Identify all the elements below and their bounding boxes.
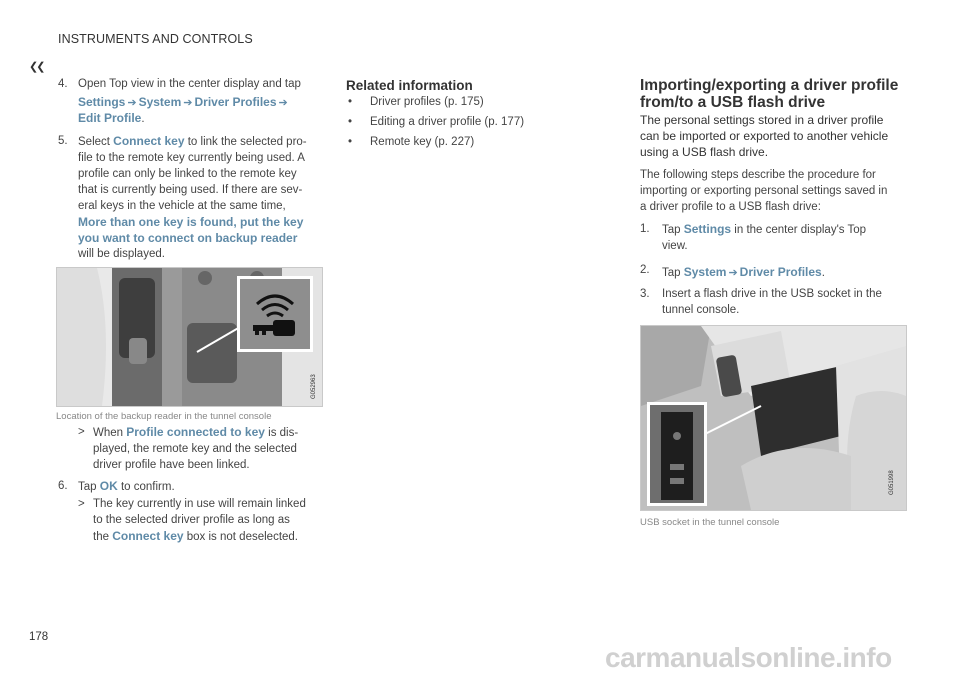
settings-label: Settings <box>683 222 732 236</box>
settings-path <box>78 94 328 111</box>
usb-console-illustration <box>641 326 906 510</box>
usb-socket-image <box>640 325 907 511</box>
path-settings: Settings <box>78 95 126 109</box>
step-number: 4. <box>58 78 68 90</box>
settings-path-end: Edit Profile. <box>78 111 145 125</box>
arrow-right-icon: ➔ <box>127 97 137 109</box>
result-1-text: When Profile connected to key is dis- played, the remote key and the selected driver profile have been linked. <box>93 425 299 471</box>
result-2-text: The key currently in use will remain linked to the selected driver profile as long as the Connect key box is not deselected. <box>93 498 306 543</box>
profile-connected-label: Profile connected to key <box>126 425 265 439</box>
usb-port-icon <box>670 478 684 484</box>
path-driver-profiles: Driver Profiles <box>194 95 277 109</box>
watermark: carmanualsonline.info <box>605 642 892 673</box>
path-system: System <box>683 265 727 279</box>
image-caption: Location of the backup reader in the tunnel console <box>56 411 272 422</box>
step-text: Open Top view in the center display and tap <box>78 78 301 90</box>
related-link-remote-key[interactable]: Remote key (p. 227) <box>370 136 475 148</box>
step-2-text: Tap System ➔ Driver Profiles. <box>662 265 825 279</box>
arrow-right-icon: ➔ <box>278 97 288 109</box>
result-marker: > <box>78 426 85 438</box>
image-code: G052963 <box>311 374 317 399</box>
step-4 <box>58 76 68 92</box>
section-title: INSTRUMENTS AND CONTROLS <box>58 32 253 46</box>
related-link-driver-profiles[interactable]: Driver profiles (p. 175) <box>370 96 484 108</box>
step-6-text: Tap OK to confirm. <box>78 479 175 493</box>
step-1-number: 1. <box>640 223 650 235</box>
step-3-text: Insert a flash drive in the USB socket in the tunnel console. <box>662 288 882 316</box>
step-4-text <box>78 76 328 92</box>
aux-port-icon <box>673 432 681 440</box>
related-link-editing-profile[interactable]: Editing a driver profile (p. 177) <box>370 116 525 128</box>
description-text: The following steps describe the procedure for importing or exporting personal settings saved in a driver profile to a USB flash drive: <box>640 169 888 213</box>
path-edit-profile: Edit Profile <box>78 111 142 125</box>
connect-key-label: Connect key <box>112 529 184 543</box>
arrow-right-icon: ➔ <box>728 267 738 279</box>
double-chevron-left-icon[interactable]: ❮❮ <box>29 61 44 73</box>
ok-label: OK <box>99 479 118 493</box>
step-6-number: 6. <box>58 480 68 492</box>
path-driver-profiles: Driver Profiles <box>739 265 822 279</box>
arrow-right-icon: ➔ <box>183 97 193 109</box>
related-information-heading: Related information <box>346 78 473 93</box>
step-2-number: 2. <box>640 264 650 276</box>
step-1-text: Tap Settings in the center display's Top view. <box>662 222 867 252</box>
import-export-heading: Importing/exporting a driver profile from/to a USB flash drive <box>640 77 899 111</box>
step-3-number: 3. <box>640 288 650 300</box>
bullet-icon: • <box>348 96 353 108</box>
step-5-number: 5. <box>58 135 68 147</box>
step-5-text: Select Connect key to link the selected pro- file to the remote key currently being used. A profile can only be linked to the remote key that is currently being used. If there are sev- eral keys in the vehicle at the same time, More than one key is found, put the key you want to connect on backup reader will be displayed. <box>78 133 328 262</box>
key-message-line2: you want to connect on backup reader <box>78 231 298 245</box>
image-caption: USB socket in the tunnel console <box>640 517 780 528</box>
tunnel-console-illustration <box>57 268 322 406</box>
intro-text: The personal settings stored in a driver profile can be imported or exported to another vehicle using a USB flash drive. <box>640 113 889 159</box>
page-number: 178 <box>29 631 49 643</box>
connect-key-label: Connect key <box>113 134 185 148</box>
usb-port-icon <box>670 464 684 470</box>
image-code: G051998 <box>889 470 895 495</box>
result-marker: > <box>78 498 85 510</box>
path-system: System <box>138 95 182 109</box>
bullet-icon: • <box>348 136 353 148</box>
backup-reader-image <box>56 267 323 407</box>
bullet-icon: • <box>348 116 353 128</box>
key-message: More than one key is found, put the key <box>78 215 304 229</box>
